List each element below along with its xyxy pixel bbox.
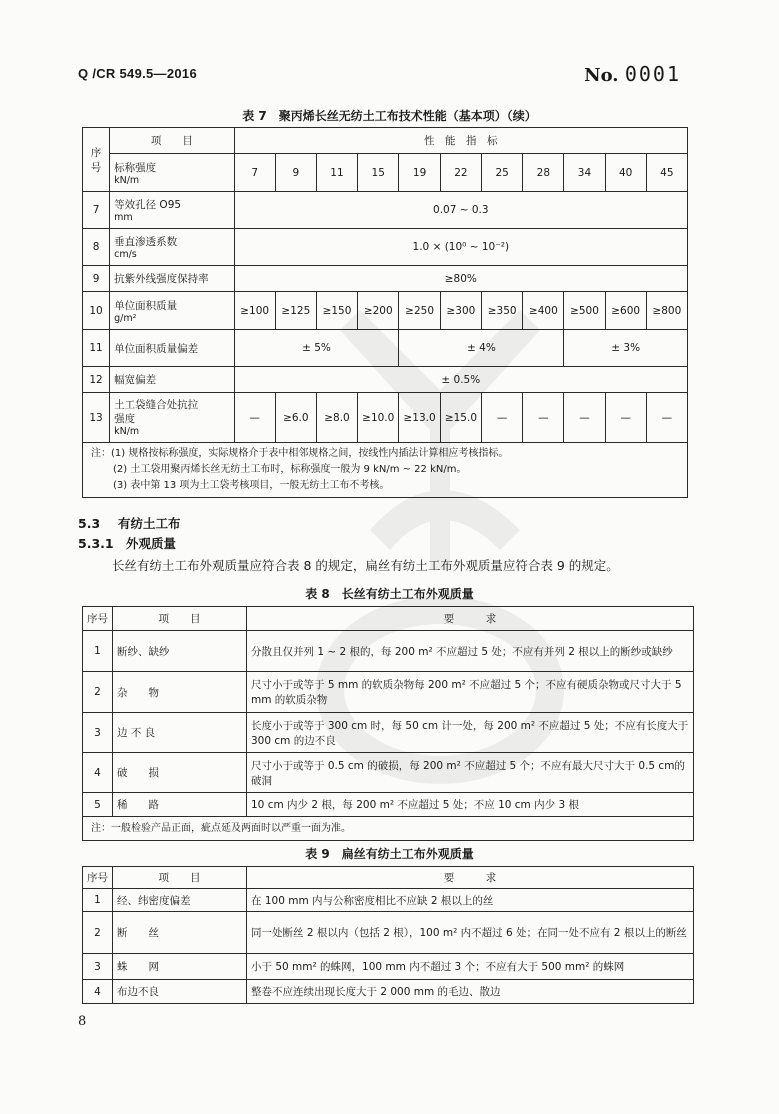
row-requirement: 长度小于或等于 300 cm 时，每 50 cm 计一处，每 200 m² 不应超过 5 处；不应有长度大于 300 cm 的边不良 bbox=[247, 713, 694, 753]
grade-cell: 15 bbox=[358, 154, 399, 192]
row-seq: 2 bbox=[83, 672, 113, 713]
value-cell: ± 3% bbox=[564, 330, 688, 367]
table-row bbox=[83, 367, 688, 393]
header-requirement: 要 求 bbox=[247, 607, 694, 631]
table-row bbox=[83, 229, 688, 266]
header-item: 项 目 bbox=[113, 867, 247, 889]
header-seq: 序号 bbox=[83, 128, 110, 192]
value-cell: ≥150 bbox=[316, 292, 357, 330]
row-requirement: 尺寸小于或等于 0.5 cm 的破损，每 200 m² 不应超过 5 个；不应有最大尺寸大于 0.5 cm的破洞 bbox=[247, 753, 694, 793]
row-seq: 5 bbox=[83, 793, 113, 817]
table-row bbox=[83, 954, 694, 980]
row-value: 1.0 × (10⁰ ~ 10⁻²) bbox=[234, 229, 687, 266]
value-cell: — bbox=[234, 393, 275, 443]
note-line: 注：(1) 规格按标称强度，实际规格介于表中相邻规格之间，按线性内插法计算相应考核指标。 bbox=[91, 448, 509, 459]
value-cell: ≥350 bbox=[482, 292, 523, 330]
section-title: 外观质量 bbox=[126, 536, 177, 551]
value-cell: — bbox=[646, 393, 687, 443]
value-cell: ≥13.0 bbox=[399, 393, 440, 443]
row-seq: 9 bbox=[83, 266, 110, 292]
item-unit: kN/m bbox=[114, 426, 140, 437]
row-item: 破 损 bbox=[113, 753, 247, 793]
value-cell: ≥10.0 bbox=[358, 393, 399, 443]
section-title: 有纺土工布 bbox=[118, 516, 181, 531]
header-performance: 性 能 指 标 bbox=[234, 128, 687, 154]
table-row bbox=[83, 192, 688, 229]
header-seq: 序号 bbox=[83, 867, 113, 889]
item-label: 等效孔径 O95 bbox=[114, 199, 182, 211]
value-cell: — bbox=[564, 393, 605, 443]
body-paragraph: 长丝有纺土工布外观质量应符合表 8 的规定，扁丝有纺土工布外观质量应符合表 9 的规定。 bbox=[112, 558, 619, 573]
grade-cell: 22 bbox=[440, 154, 481, 192]
value-cell: ≥6.0 bbox=[275, 393, 316, 443]
table8 bbox=[82, 606, 694, 841]
row-seq: 1 bbox=[83, 631, 113, 672]
header-strength bbox=[110, 154, 235, 192]
item-unit: cm/s bbox=[114, 249, 137, 260]
row-requirement: 在 100 mm 内与公称密度相比不应缺 2 根以上的丝 bbox=[247, 889, 694, 912]
grade-cell: 9 bbox=[275, 154, 316, 192]
table-row bbox=[83, 912, 694, 954]
standard-code: Q /CR 549.5—2016 bbox=[78, 66, 197, 81]
row-item bbox=[110, 229, 235, 266]
table7 bbox=[82, 127, 688, 498]
row-requirement: 同一处断丝 2 根以内（包括 2 根），100 m² 内不超过 6 处；在同一处不应有 2 根以上的断丝 bbox=[247, 912, 694, 954]
serial-value: 0001 bbox=[624, 62, 681, 86]
row-item: 边 不 良 bbox=[113, 713, 247, 753]
table7-notes bbox=[83, 443, 688, 498]
table7-caption: 表 7 聚丙烯长丝无纺土工布技术性能（基本项）（续） bbox=[242, 109, 537, 123]
row-item: 断纱、缺纱 bbox=[113, 631, 247, 672]
table-row bbox=[83, 631, 694, 672]
table8-caption: 表 8 长丝有纺土工布外观质量 bbox=[305, 587, 474, 601]
grade-cell: 25 bbox=[482, 154, 523, 192]
header-requirement: 要 求 bbox=[247, 867, 694, 889]
grade-cell: 28 bbox=[523, 154, 564, 192]
value-cell: ≥300 bbox=[440, 292, 481, 330]
grade-cell: 7 bbox=[234, 154, 275, 192]
value-cell: ≥250 bbox=[399, 292, 440, 330]
strength-label: 标称强度 bbox=[114, 161, 157, 174]
section-5-3-1 bbox=[78, 534, 176, 552]
row-seq: 13 bbox=[83, 393, 110, 443]
table-row bbox=[83, 793, 694, 817]
serial-number bbox=[584, 62, 681, 86]
row-item: 单位面积质量偏差 bbox=[110, 330, 235, 367]
row-requirement: 尺寸小于或等于 5 mm 的软质杂物每 200 m² 不应超过 5 个；不应有硬质杂物或尺寸大于 5 mm 的软质杂物 bbox=[247, 672, 694, 713]
section-5-3 bbox=[78, 514, 181, 532]
value-cell: — bbox=[605, 393, 646, 443]
page-number: 8 bbox=[78, 1014, 87, 1029]
row-item: 布边不良 bbox=[113, 980, 247, 1004]
table9-caption: 表 9 扁丝有纺土工布外观质量 bbox=[305, 847, 474, 861]
row-item: 抗紫外线强度保持率 bbox=[110, 266, 235, 292]
value-cell: ≥8.0 bbox=[316, 393, 357, 443]
value-cell: ± 5% bbox=[234, 330, 399, 367]
row-value: ± 0.5% bbox=[234, 367, 687, 393]
row-item bbox=[110, 192, 235, 229]
table-row bbox=[83, 980, 694, 1004]
row-requirement: 分散且仅并列 1 ~ 2 根的，每 200 m² 不应超过 5 处；不应有并列 2 根以上的断纱或缺纱 bbox=[247, 631, 694, 672]
grade-cell: 34 bbox=[564, 154, 605, 192]
note-line: (2) 土工袋用聚丙烯长丝无纺土工布时，标称强度一般为 9 kN/m ~ 22 kN/m。 bbox=[113, 464, 467, 475]
value-cell: ≥100 bbox=[234, 292, 275, 330]
row-value: ≥80% bbox=[234, 266, 687, 292]
row-item: 杂 物 bbox=[113, 672, 247, 713]
item-label: 土工袋缝合处抗拉强度 bbox=[114, 399, 199, 425]
grade-cell: 19 bbox=[399, 154, 440, 192]
row-seq: 3 bbox=[83, 954, 113, 980]
header-item: 项 目 bbox=[110, 128, 235, 154]
row-seq: 12 bbox=[83, 367, 110, 393]
row-seq: 4 bbox=[83, 980, 113, 1004]
header-seq: 序号 bbox=[83, 607, 113, 631]
row-seq: 4 bbox=[83, 753, 113, 793]
row-item: 幅宽偏差 bbox=[110, 367, 235, 393]
table9 bbox=[82, 866, 694, 1004]
header-item: 项 目 bbox=[113, 607, 247, 631]
table-row bbox=[83, 292, 688, 330]
row-requirement: 10 cm 内少 2 根，每 200 m² 不应超过 5 处；不应 10 cm 内少 3 根 bbox=[247, 793, 694, 817]
value-cell: ≥125 bbox=[275, 292, 316, 330]
table-row bbox=[83, 393, 688, 443]
table-row bbox=[83, 753, 694, 793]
table-row bbox=[83, 266, 688, 292]
row-seq: 11 bbox=[83, 330, 110, 367]
value-cell: — bbox=[523, 393, 564, 443]
row-item: 蛛 网 bbox=[113, 954, 247, 980]
row-item: 稀 路 bbox=[113, 793, 247, 817]
table-row bbox=[83, 889, 694, 912]
row-item: 经、纬密度偏差 bbox=[113, 889, 247, 912]
row-seq: 7 bbox=[83, 192, 110, 229]
value-cell: ± 4% bbox=[399, 330, 564, 367]
grade-cell: 40 bbox=[605, 154, 646, 192]
table-row bbox=[83, 330, 688, 367]
row-seq: 3 bbox=[83, 713, 113, 753]
table-row bbox=[83, 672, 694, 713]
grade-cell: 11 bbox=[316, 154, 357, 192]
row-item: 断 丝 bbox=[113, 912, 247, 954]
row-seq: 2 bbox=[83, 912, 113, 954]
table-row bbox=[83, 713, 694, 753]
item-label: 单位面积质量 bbox=[114, 299, 178, 312]
value-cell: ≥500 bbox=[564, 292, 605, 330]
grade-cell: 45 bbox=[646, 154, 687, 192]
row-seq: 10 bbox=[83, 292, 110, 330]
row-requirement: 整卷不应连续出现长度大于 2 000 mm 的毛边、散边 bbox=[247, 980, 694, 1004]
value-cell: ≥800 bbox=[646, 292, 687, 330]
item-unit: g/m² bbox=[114, 312, 137, 324]
item-unit: mm bbox=[114, 212, 133, 223]
row-seq: 8 bbox=[83, 229, 110, 266]
serial-label: No. bbox=[584, 65, 619, 86]
value-cell: ≥400 bbox=[523, 292, 564, 330]
row-item bbox=[110, 393, 235, 443]
value-cell: ≥200 bbox=[358, 292, 399, 330]
section-number: 5.3.1 bbox=[78, 536, 114, 551]
item-label: 垂直渗透系数 bbox=[114, 236, 178, 248]
value-cell: ≥15.0 bbox=[440, 393, 481, 443]
row-requirement: 小于 50 mm² 的蛛网，100 mm 内不超过 3 个；不应有大于 500 mm² 的蛛网 bbox=[247, 954, 694, 980]
row-value: 0.07 ~ 0.3 bbox=[234, 192, 687, 229]
note-line: (3) 表中第 13 项为土工袋考核项目，一般无纺土工布不考核。 bbox=[113, 480, 390, 491]
section-number: 5.3 bbox=[78, 516, 101, 531]
row-seq: 1 bbox=[83, 889, 113, 912]
row-item bbox=[110, 292, 235, 330]
strength-unit: kN/m bbox=[114, 174, 140, 186]
value-cell: — bbox=[482, 393, 523, 443]
table8-note: 注：一般检验产品正面，疵点延及两面时以严重一面为准。 bbox=[83, 817, 694, 841]
value-cell: ≥600 bbox=[605, 292, 646, 330]
